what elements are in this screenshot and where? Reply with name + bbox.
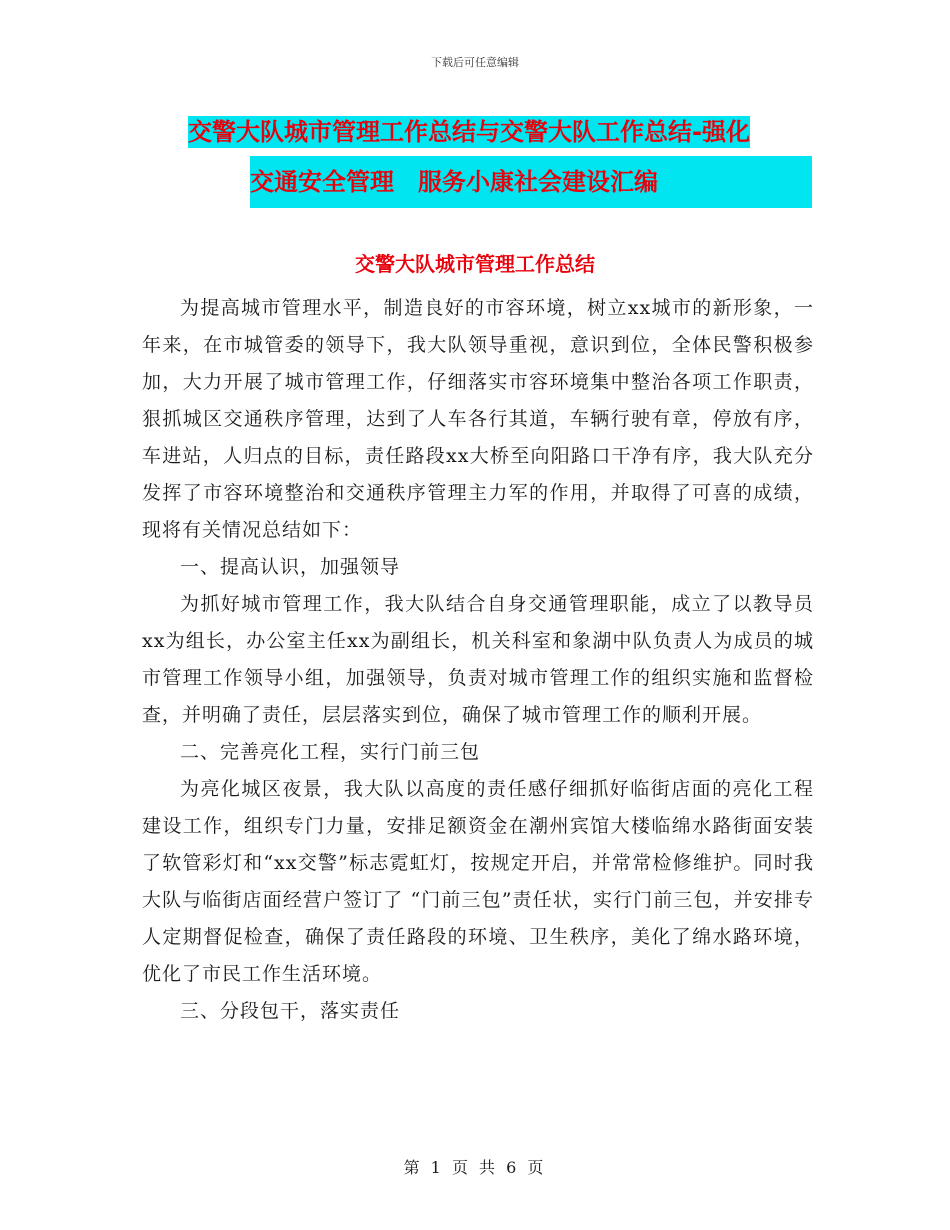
document-body xyxy=(142,290,814,1030)
heading-2: 二、完善亮化工程，实行门前三包 xyxy=(180,741,481,763)
document-title xyxy=(188,108,812,208)
section-title: 交警大队城市管理工作总结 xyxy=(355,252,595,276)
paragraph-intro: 为提高城市管理水平，制造良好的市容环境，树立xx城市的新形象，一年来，在市城管委的领导下，我大队领导重视，意识到位，全体民警积极参加，大力开展了城市管理工作，仔细落实市容环境集中整治各项工作职责，狠抓城区交通秩序管理，达到了人车各行其道，车辆行驶有章，停放有序，车进站，人归点的目标，责任路段xx大桥至向阳路口干净有序，我大队充分发挥了市容环境整治和交通秩序管理主力军的作用，并取得了可喜的成绩，现将有关情况总结如下： xyxy=(142,297,814,541)
heading-1: 一、提高认识，加强领导 xyxy=(180,556,401,578)
paragraph-2: 为亮化城区夜景，我大队以高度的责任感仔细抓好临街店面的亮化工程建设工作，组织专门力量，安排足额资金在潮州宾馆大楼临绵水路街面安装了软管彩灯和“xx交警”标志霓虹灯，按规定开启，并常常检修维护。同时我大队与临街店面经营户签订了 “门前三包”责任状，实行门前三包，并安排专人定期督促检查，确保了责任路段的环境、卫生秩序，美化了绵水路环境，优化了市民工作生活环境。 xyxy=(142,778,814,985)
paragraph-1: 为抓好城市管理工作，我大队结合自身交通管理职能，成立了以教导员xx为组长，办公室主任xx为副组长，机关科室和象湖中队负责人为成员的城市管理工作领导小组，加强领导，负责对城市管理工作的组织实施和监督检查，并明确了责任，层层落实到位，确保了城市管理工作的顺利开展。 xyxy=(142,593,814,726)
document-title-line-2: 交通安全管理 服务小康社会建设汇编 xyxy=(250,156,812,208)
heading-3: 三、分段包干，落实责任 xyxy=(180,1000,401,1022)
page-footer: 第 1 页 共 6 页 xyxy=(403,1158,547,1177)
header-note: 下载后可任意编辑 xyxy=(431,56,519,69)
document-title-line-1: 交警大队城市管理工作总结与交警大队工作总结-强化 xyxy=(188,118,750,146)
